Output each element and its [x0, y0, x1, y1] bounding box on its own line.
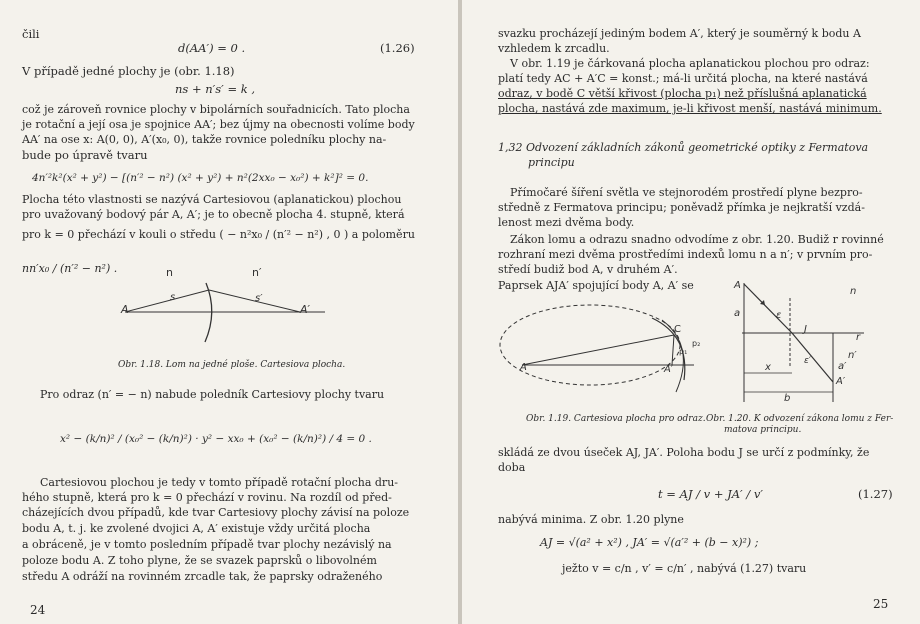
label-a-prime: a′	[838, 361, 847, 372]
text-line: skládá ze dvou úseček AJ, JA′. Poloha bodu J se určí z podmínky, že	[498, 446, 870, 459]
page-number: 25	[873, 597, 889, 611]
label-epsilon: ε	[776, 310, 782, 321]
equation-radius: nn′x₀ / (n′² − n²) .	[22, 262, 118, 275]
text-line: Plocha této vlastnosti se nazývá Cartesiovou (aplanatickou) plochou	[22, 193, 402, 206]
text-line: středu A odráží na rovinném zrcadle tak, že paprsky odraženého	[22, 570, 383, 583]
label-J: J	[804, 324, 807, 335]
text-line: AA′ na ose x: A(0, 0), A′(x₀, 0), takže rovnice poledníku plochy na-	[22, 133, 387, 146]
equation-1-27: t = AJ / v + JA′ / v′	[658, 487, 763, 501]
caption-1-20: Obr. 1.20. K odvození zákona lomu z Fer-	[706, 414, 894, 424]
right-page	[462, 0, 920, 624]
label-a: a	[734, 308, 741, 319]
label-epsilon-prime: ε′	[804, 356, 811, 366]
text-line: doba	[498, 461, 526, 474]
equation-number: (1.26)	[380, 41, 415, 55]
text-line: svazku procházejí jediným bodem A′, který je souměrný k bodu A	[498, 27, 861, 40]
text-line: středí budiž bod A, v druhém A′.	[498, 263, 678, 276]
text-line: bude po úpravě tvaru	[22, 148, 148, 162]
section-heading-cont: principu	[528, 156, 575, 169]
label-x: x	[765, 362, 771, 373]
text-line: V případě jedné plochy je (obr. 1.18)	[22, 64, 235, 78]
label-s: s	[170, 292, 176, 303]
label-n-prime: n′	[252, 266, 262, 279]
label-A: A	[520, 362, 527, 373]
equation-meridian: 4n′²k²(x² + y²) − [(n′² − n²) (x² + y²) + n²(2xx₀ − x₀²) + k²]² = 0.	[32, 172, 369, 184]
text-line: bodu A, t. j. ke zvolené dvojici A, A′ existuje vždy určitá plocha	[22, 522, 371, 535]
text-line: Přímočaré šíření světla ve stejnorodém prostředí plyne bezpro-	[510, 186, 863, 199]
text-line: Zákon lomu a odrazu snadno odvodíme z obr. 1.20. Budiž r rovinné	[510, 233, 884, 246]
label-s-prime: s′	[255, 293, 263, 304]
equation-reflection: x² − (k/n)² / (x₀² − (k/n)²) · y² − xx₀ + (x₀² − (k/n)²) / 4 = 0 .	[60, 433, 372, 445]
label-A-prime: A′	[300, 303, 311, 316]
page-number: 24	[30, 603, 46, 617]
text-line: odraz, v bodě C větší křivost (plocha p₁) než příslušná aplanatická	[498, 87, 867, 100]
text-line: středně z Fermatova principu; poněvadž přímka je nejkratší vzdá-	[498, 201, 865, 214]
text-line: hého stupně, která pro k = 0 přechází v rovinu. Na rozdíl od před-	[22, 491, 392, 504]
text-line: pro uvažovaný bodový pár A, A′; je to obecně plocha 4. stupně, která	[22, 208, 405, 221]
equation-1-26: d(AA′) = 0 .	[178, 41, 246, 55]
ray-s	[125, 290, 209, 312]
caption-1-20-cont: matova principu.	[724, 425, 802, 435]
text-line: cházejících dvou případů, kde tvar Cartesiovy plochy závisí na poloze	[22, 506, 410, 519]
text-line: pro k = 0 přechází v kouli o středu ( − n²x₀ / (n′² − n²) , 0 ) a poloměru	[22, 228, 415, 241]
section-heading: 1,32 Odvození základních zákonů geometrické optiky z Fermatova	[498, 141, 869, 154]
caption-1-18: Obr. 1.18. Lom na jedné ploše. Cartesiova plocha.	[118, 360, 346, 370]
text-line: je rotační a její osa je spojnice AA′; bez újmy na obecnosti volíme body	[22, 118, 415, 131]
text-line: plocha, nastává zde maximum, je-li křivost menší, nastává minimum.	[498, 102, 882, 115]
text-line: Pro odraz (n′ = − n) nabude poledník Cartesiovy plochy tvaru	[40, 388, 385, 401]
label-p1: p₁	[679, 347, 688, 356]
left-page	[0, 0, 458, 624]
equation-lengths: AJ = √(a² + x²) , JA′ = √(a′² + (b − x)²) ;	[540, 536, 759, 549]
text-line: Cartesiovou plochou je tedy v tomto případě rotační plocha dru-	[40, 476, 398, 489]
text-line: a obráceně, je v tomto posledním případě tvar plochy nezávislý na	[22, 538, 392, 551]
label-b: b	[784, 393, 791, 404]
text-line: rozhraní mezi dvěma prostředími indexů lomu n a n′; v prvním pro-	[498, 248, 873, 261]
label-A-prime: A′	[664, 364, 674, 375]
label-p2: p₂	[692, 339, 701, 348]
text-line: což je zároveň rovnice plochy v bipolárních souřadnicích. Tato plocha	[22, 103, 410, 116]
label-A-prime: A′	[836, 376, 846, 387]
text-line: vzhledem k zrcadlu.	[498, 42, 610, 55]
label-n-prime: n′	[848, 350, 857, 361]
ray-JA-prime	[792, 333, 833, 382]
text-line: čili	[22, 27, 40, 41]
caption-1-19: Obr. 1.19. Cartesiova plocha pro odraz.	[526, 414, 706, 424]
text-line: Paprsek AJA′ spojující body A, A′ se	[498, 279, 694, 292]
text-line: lenost mezi dvěma body.	[498, 216, 635, 229]
figure-1-20	[462, 0, 920, 624]
text-line: V obr. 1.19 je čárkovaná plocha aplanatickou plochou pro odraz:	[510, 57, 870, 70]
text-line: ježto v = c/n , v′ = c/n′ , nabývá (1.27) tvaru	[562, 562, 807, 575]
ray-AJ	[744, 284, 792, 333]
text-line: nabývá minima. Z obr. 1.20 plyne	[498, 513, 684, 526]
label-C: C	[674, 324, 681, 335]
text-line: poloze bodu A. Z toho plyne, že se svazek paprsků o libovolném	[22, 554, 377, 567]
equation: ns + n′s′ = k ,	[175, 82, 256, 96]
label-r: r	[856, 332, 861, 343]
label-A: A	[121, 303, 129, 316]
equation-number: (1.27)	[858, 487, 893, 501]
label-n: n	[850, 286, 857, 297]
text-line: platí tedy AC + A′C = konst.; má-li určitá plocha, na které nastává	[498, 72, 868, 85]
label-A: A	[734, 280, 741, 291]
label-n: n	[166, 266, 173, 279]
